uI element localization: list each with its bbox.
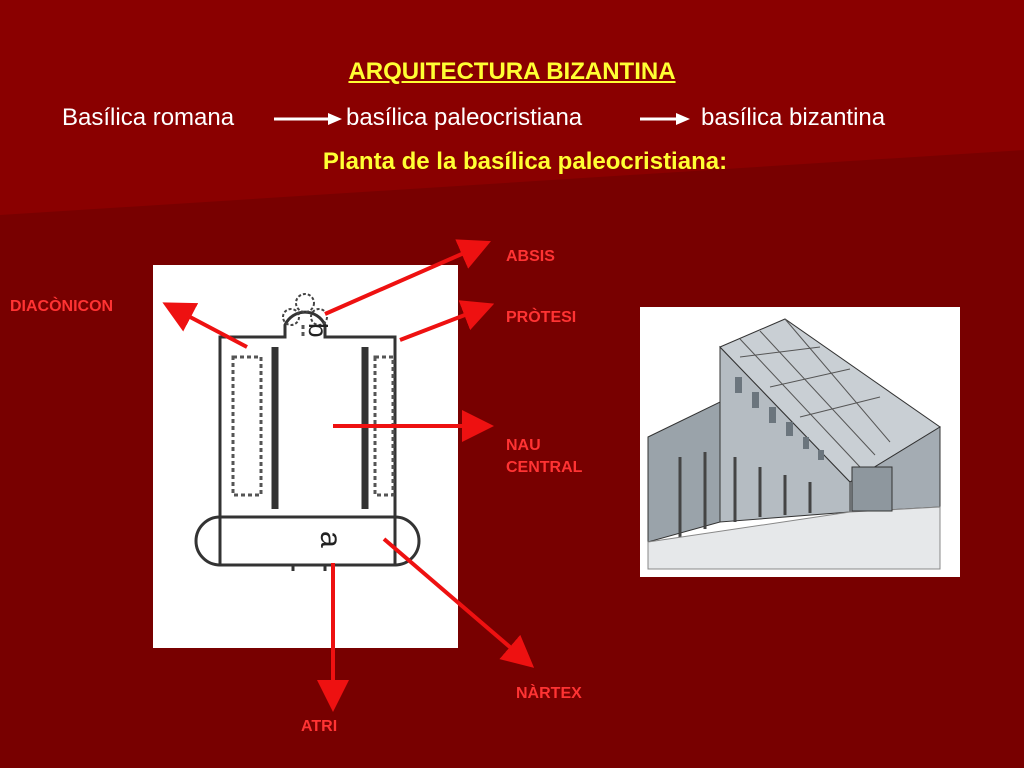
arrow-nartex xyxy=(384,539,525,660)
arrow-protesi xyxy=(400,308,483,340)
label-nau-line1: NAU xyxy=(506,437,541,454)
label-diaconicon: DIACÒNICON xyxy=(10,298,114,315)
arrow-diaconicon xyxy=(173,308,247,347)
label-atri: ATRI xyxy=(301,718,338,735)
slide-subtitle: Planta de la basílica paleocristiana: xyxy=(322,148,728,175)
arrow-absis xyxy=(325,246,480,314)
label-nau-line2: CENTRAL xyxy=(506,459,583,476)
slide-title: ARQUITECTURA BIZANTINA xyxy=(348,58,676,85)
label-absis: ABSIS xyxy=(506,248,555,265)
label-protesi: PRÒTESI xyxy=(506,309,577,326)
sequence-item-byzantine: basílica bizantina xyxy=(701,104,886,131)
apse-marker: b xyxy=(303,323,333,338)
label-nau-central xyxy=(506,435,582,479)
sequence-item-paleochristian: basílica paleocristiana xyxy=(346,104,583,131)
sequence-item-roman: Basílica romana xyxy=(62,104,235,131)
label-nartex: NÀRTEX xyxy=(516,685,582,702)
narthex-marker: a xyxy=(314,531,347,548)
